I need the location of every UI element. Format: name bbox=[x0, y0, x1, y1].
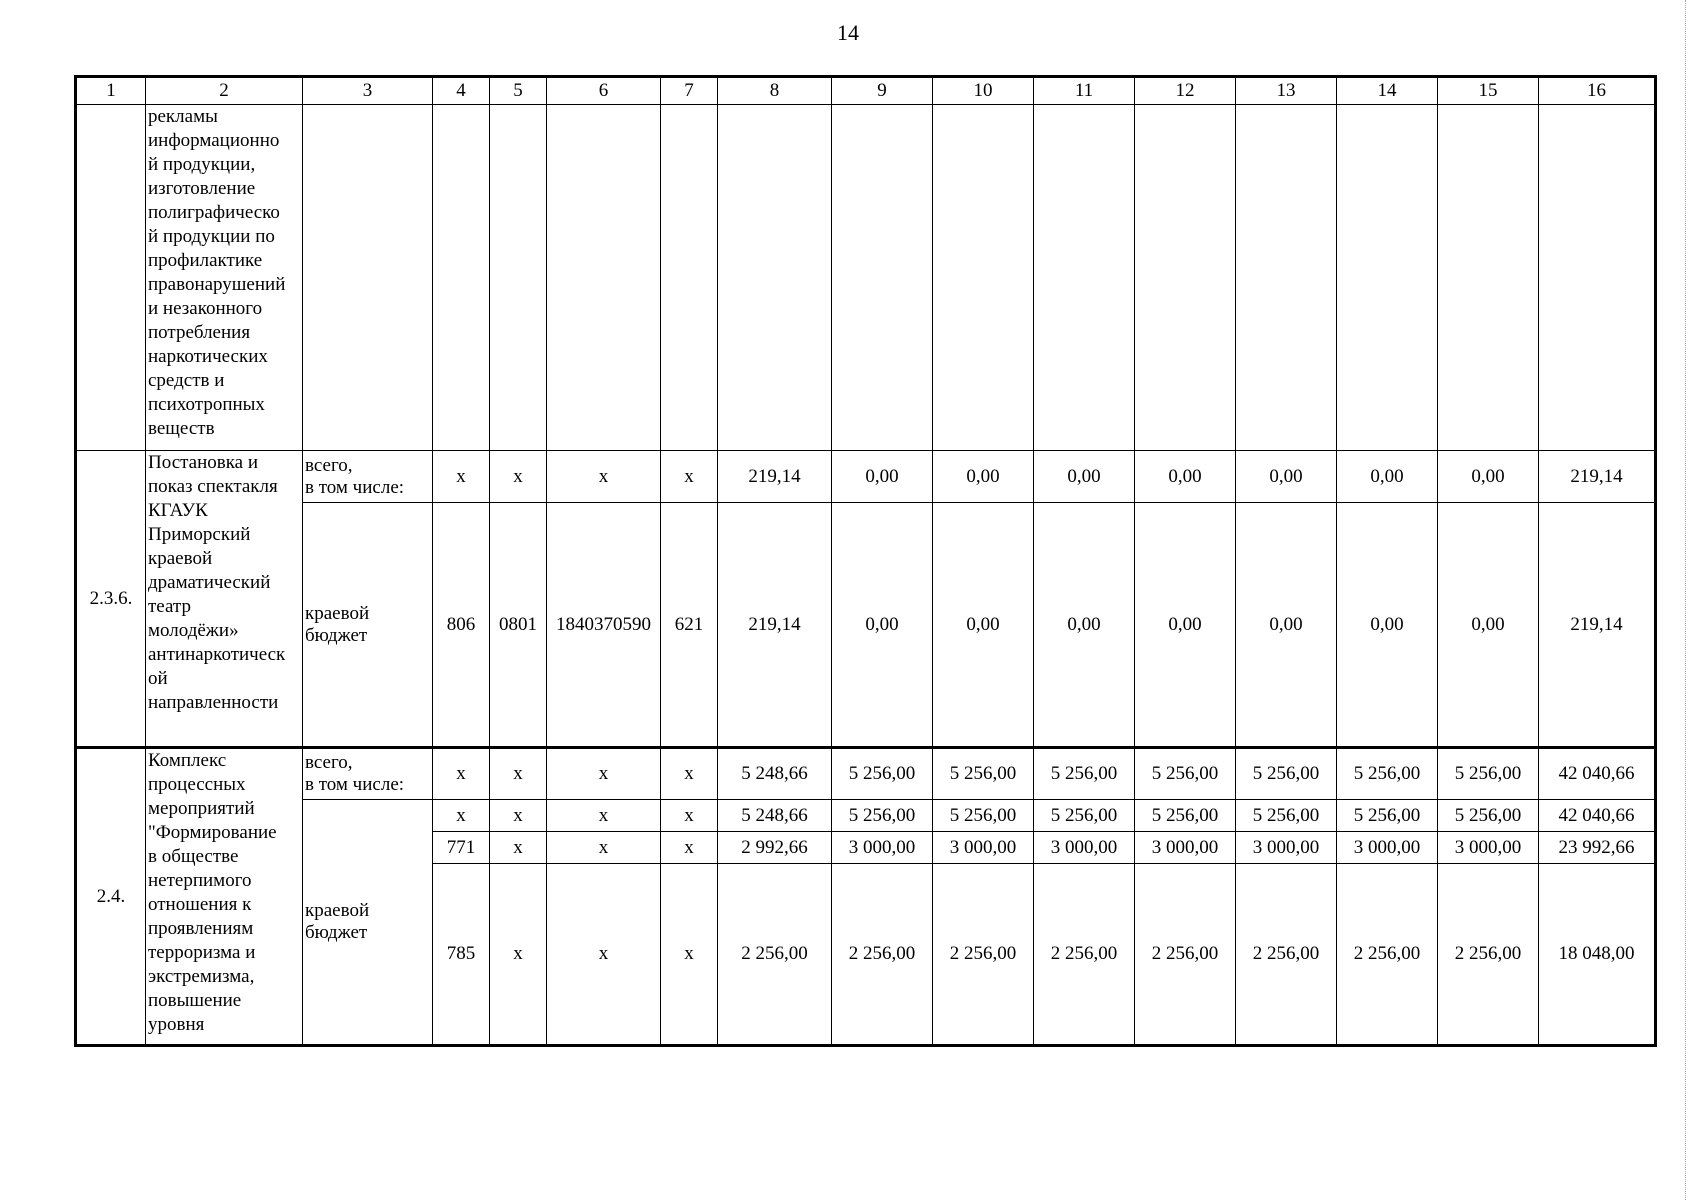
table-cell: x bbox=[433, 800, 490, 832]
table-cell: 0,00 bbox=[1034, 503, 1135, 748]
empty-cell bbox=[1438, 105, 1539, 451]
empty-cell bbox=[490, 105, 547, 451]
table-cell: 5 248,66 bbox=[718, 748, 832, 800]
table-cell: 5 256,00 bbox=[1034, 800, 1135, 832]
table-cell: 1840370590 bbox=[547, 503, 661, 748]
table-cell: 5 256,00 bbox=[832, 800, 933, 832]
table-cell: x bbox=[490, 748, 547, 800]
column-number-header-row bbox=[76, 77, 1656, 105]
table-cell: 0,00 bbox=[1438, 451, 1539, 503]
table-cell: 5 256,00 bbox=[832, 748, 933, 800]
item-number-cell: 2.3.6. bbox=[76, 451, 146, 748]
table-cell: 0,00 bbox=[933, 451, 1034, 503]
column-header: 11 bbox=[1034, 77, 1135, 105]
table-cell: x bbox=[661, 832, 718, 864]
item-number-cell bbox=[76, 105, 146, 451]
table-cell: 2 256,00 bbox=[1135, 864, 1236, 1046]
table-cell: 219,14 bbox=[1539, 503, 1656, 748]
table-cell: 2 256,00 bbox=[1034, 864, 1135, 1046]
table-cell: 0,00 bbox=[1135, 451, 1236, 503]
table-cell: 3 000,00 bbox=[1034, 832, 1135, 864]
table-cell: 5 256,00 bbox=[1438, 748, 1539, 800]
table-cell: x bbox=[490, 451, 547, 503]
table-cell: 0801 bbox=[490, 503, 547, 748]
table-cell: 0,00 bbox=[832, 451, 933, 503]
table-cell: 3 000,00 bbox=[1236, 832, 1337, 864]
page-number: 14 bbox=[837, 20, 859, 45]
column-header: 3 bbox=[303, 77, 433, 105]
source-label-cell: всего, в том числе: bbox=[303, 748, 433, 800]
table-cell: x bbox=[661, 748, 718, 800]
table-cell: 771 bbox=[433, 832, 490, 864]
column-header: 12 bbox=[1135, 77, 1236, 105]
table-cell: 42 040,66 bbox=[1539, 748, 1656, 800]
table-row-continuation bbox=[76, 105, 1656, 451]
table-cell: x bbox=[547, 800, 661, 832]
table-cell: 219,14 bbox=[718, 503, 832, 748]
table-cell: 5 256,00 bbox=[1438, 800, 1539, 832]
table-cell: x bbox=[547, 864, 661, 1046]
item-name-cell: Комплекс процессных мероприятий "Формирование в обществе нетерпимого отношения к проявлениям терроризма и экстремизма, повышение уровня bbox=[146, 748, 303, 1046]
column-header: 7 bbox=[661, 77, 718, 105]
table-cell: 5 256,00 bbox=[1236, 800, 1337, 832]
table-cell: 42 040,66 bbox=[1539, 800, 1656, 832]
table-cell: 5 256,00 bbox=[1135, 800, 1236, 832]
empty-cell bbox=[547, 105, 661, 451]
column-header: 2 bbox=[146, 77, 303, 105]
column-header: 10 bbox=[933, 77, 1034, 105]
table-cell: x bbox=[661, 800, 718, 832]
table-cell: x bbox=[661, 864, 718, 1046]
table-cell: x bbox=[547, 748, 661, 800]
column-header: 5 bbox=[490, 77, 547, 105]
table-cell: 3 000,00 bbox=[1135, 832, 1236, 864]
source-label-cell: всего, в том числе: bbox=[303, 451, 433, 503]
table-cell: 2 256,00 bbox=[1438, 864, 1539, 1046]
table-cell: 621 bbox=[661, 503, 718, 748]
table-row-236-total bbox=[76, 451, 1656, 503]
table-cell: 0,00 bbox=[1236, 451, 1337, 503]
column-header: 9 bbox=[832, 77, 933, 105]
table-cell: x bbox=[433, 748, 490, 800]
scan-edge-marks bbox=[1681, 0, 1686, 1200]
table-cell: 3 000,00 bbox=[832, 832, 933, 864]
empty-cell bbox=[832, 105, 933, 451]
empty-cell bbox=[1034, 105, 1135, 451]
empty-cell bbox=[433, 105, 490, 451]
column-header: 8 bbox=[718, 77, 832, 105]
table-cell: x bbox=[661, 451, 718, 503]
table-cell: 5 256,00 bbox=[933, 748, 1034, 800]
table-cell: 5 256,00 bbox=[1135, 748, 1236, 800]
table-cell: 2 256,00 bbox=[1236, 864, 1337, 1046]
source-label-cell: краевой бюджет bbox=[303, 503, 433, 748]
column-header: 13 bbox=[1236, 77, 1337, 105]
table-cell: 0,00 bbox=[1135, 503, 1236, 748]
table-cell: 219,14 bbox=[1539, 451, 1656, 503]
table-cell: 5 256,00 bbox=[1337, 748, 1438, 800]
table-cell: 0,00 bbox=[832, 503, 933, 748]
table-cell: 2 256,00 bbox=[718, 864, 832, 1046]
empty-cell bbox=[718, 105, 832, 451]
table-cell: 219,14 bbox=[718, 451, 832, 503]
table-cell: x bbox=[490, 800, 547, 832]
empty-cell bbox=[1236, 105, 1337, 451]
table-cell: 0,00 bbox=[1236, 503, 1337, 748]
table-cell: 3 000,00 bbox=[1438, 832, 1539, 864]
table-cell: 0,00 bbox=[1438, 503, 1539, 748]
empty-cell bbox=[1539, 105, 1656, 451]
table-cell: x bbox=[433, 451, 490, 503]
table-cell: 806 bbox=[433, 503, 490, 748]
column-header: 14 bbox=[1337, 77, 1438, 105]
table-cell: 0,00 bbox=[1034, 451, 1135, 503]
table-cell: 23 992,66 bbox=[1539, 832, 1656, 864]
budget-table bbox=[74, 75, 1657, 1047]
table-cell: x bbox=[490, 864, 547, 1046]
column-header: 1 bbox=[76, 77, 146, 105]
column-header: 15 bbox=[1438, 77, 1539, 105]
column-header: 6 bbox=[547, 77, 661, 105]
table-cell: 5 256,00 bbox=[1236, 748, 1337, 800]
table-cell: 18 048,00 bbox=[1539, 864, 1656, 1046]
table-cell: 2 256,00 bbox=[1337, 864, 1438, 1046]
table-cell: 785 bbox=[433, 864, 490, 1046]
table-cell: 0,00 bbox=[933, 503, 1034, 748]
table-cell: 0,00 bbox=[1337, 503, 1438, 748]
table-cell: 3 000,00 bbox=[933, 832, 1034, 864]
item-name-cell: Постановка и показ спектакля КГАУК Приморский краевой драматический театр молодёжи» антинаркотическ ой направленности bbox=[146, 451, 303, 748]
table-cell: 5 256,00 bbox=[933, 800, 1034, 832]
source-label-cell: краевой бюджет bbox=[303, 800, 433, 1046]
empty-cell bbox=[661, 105, 718, 451]
table-row-24-total bbox=[76, 748, 1656, 800]
table-cell: 5 256,00 bbox=[1337, 800, 1438, 832]
item-number-cell: 2.4. bbox=[76, 748, 146, 1046]
column-header: 16 bbox=[1539, 77, 1656, 105]
table-row-236-regional bbox=[76, 503, 1656, 748]
table-cell: 5 248,66 bbox=[718, 800, 832, 832]
table-cell: 5 256,00 bbox=[1034, 748, 1135, 800]
item-name-cell: рекламы информационно й продукции, изготовление полиграфическо й продукции по профилактике правонарушений и незаконного потребления наркотических средств и психотропных веществ bbox=[146, 105, 303, 451]
source-cell bbox=[303, 105, 433, 451]
empty-cell bbox=[1337, 105, 1438, 451]
column-header: 4 bbox=[433, 77, 490, 105]
table-cell: x bbox=[490, 832, 547, 864]
table-cell: 2 992,66 bbox=[718, 832, 832, 864]
table-row-24-regional-1 bbox=[76, 800, 1656, 832]
table-cell: 3 000,00 bbox=[1337, 832, 1438, 864]
empty-cell bbox=[1135, 105, 1236, 451]
empty-cell bbox=[933, 105, 1034, 451]
table-cell: 2 256,00 bbox=[933, 864, 1034, 1046]
table-cell: 0,00 bbox=[1337, 451, 1438, 503]
table-cell: x bbox=[547, 832, 661, 864]
table-cell: x bbox=[547, 451, 661, 503]
table-cell: 2 256,00 bbox=[832, 864, 933, 1046]
